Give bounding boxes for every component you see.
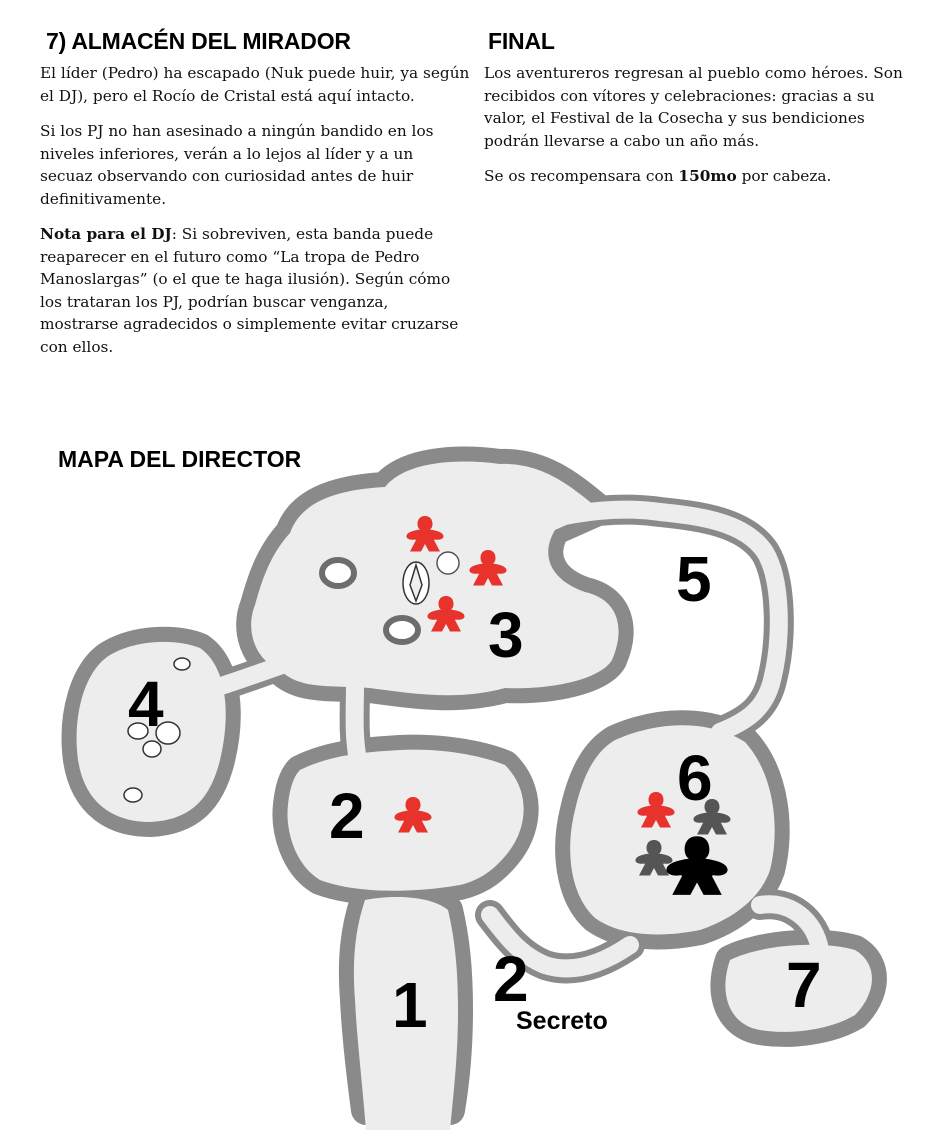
final-paragraph-1: Los aventureros regresan al pueblo como héroes. Son recibidos con vítores y celebraciones: gracias a su valor, el Festival de la Cosecha y sus bendiciones podrán llevarse a cabo un año más. (484, 64, 903, 150)
room-number-4: 4 (128, 668, 164, 740)
room-number-5: 5 (676, 543, 712, 615)
room-number-7: 7 (786, 949, 822, 1021)
almacen-paragraph-1: El líder (Pedro) ha escapado (Nuk puede huir, ya según el DJ), pero el Rocío de Cristal está aquí intacto. (40, 64, 470, 105)
dungeon-map (0, 440, 948, 1130)
room-number-2-secret: 2 (493, 943, 529, 1015)
secret-label: Secreto (516, 1007, 608, 1035)
almacen-paragraph-2: Si los PJ no han asesinado a ningún bandido en los niveles inferiores, verán a lo lejos al líder y a un secuaz observando con curiosidad antes de huir definitivamente. (40, 122, 434, 208)
room-number-6: 6 (677, 742, 713, 814)
final-reward (484, 165, 914, 188)
room-6-floor (570, 725, 775, 934)
final-section (484, 62, 914, 201)
almacen-section (40, 62, 470, 371)
map-title: MAPA DEL DIRECTOR (58, 446, 302, 472)
room-number-1: 1 (392, 969, 428, 1041)
almacen-heading: 7) ALMACÉN DEL MIRADOR (46, 28, 351, 54)
room-number-2: 2 (329, 780, 365, 852)
reward-text-pre: Se os recompensara con (484, 167, 679, 185)
dm-note-text: : Si sobreviven, esta banda puede reaparecer en el futuro como “La tropa de Pedro Manoslargas” (o el que te haga ilusión). Según cómo los trataran los PJ, podrían buscar venganza, mostrarse agradecidos o simplemente evitar cruzarse con ellos. (40, 225, 459, 356)
dm-note (40, 223, 470, 358)
final-heading: FINAL (488, 28, 555, 54)
reward-amount: 150mo (678, 167, 737, 185)
room-number-3: 3 (488, 599, 524, 671)
reward-text-post: por cabeza. (736, 167, 832, 185)
dm-note-label: Nota para el DJ (40, 225, 172, 243)
